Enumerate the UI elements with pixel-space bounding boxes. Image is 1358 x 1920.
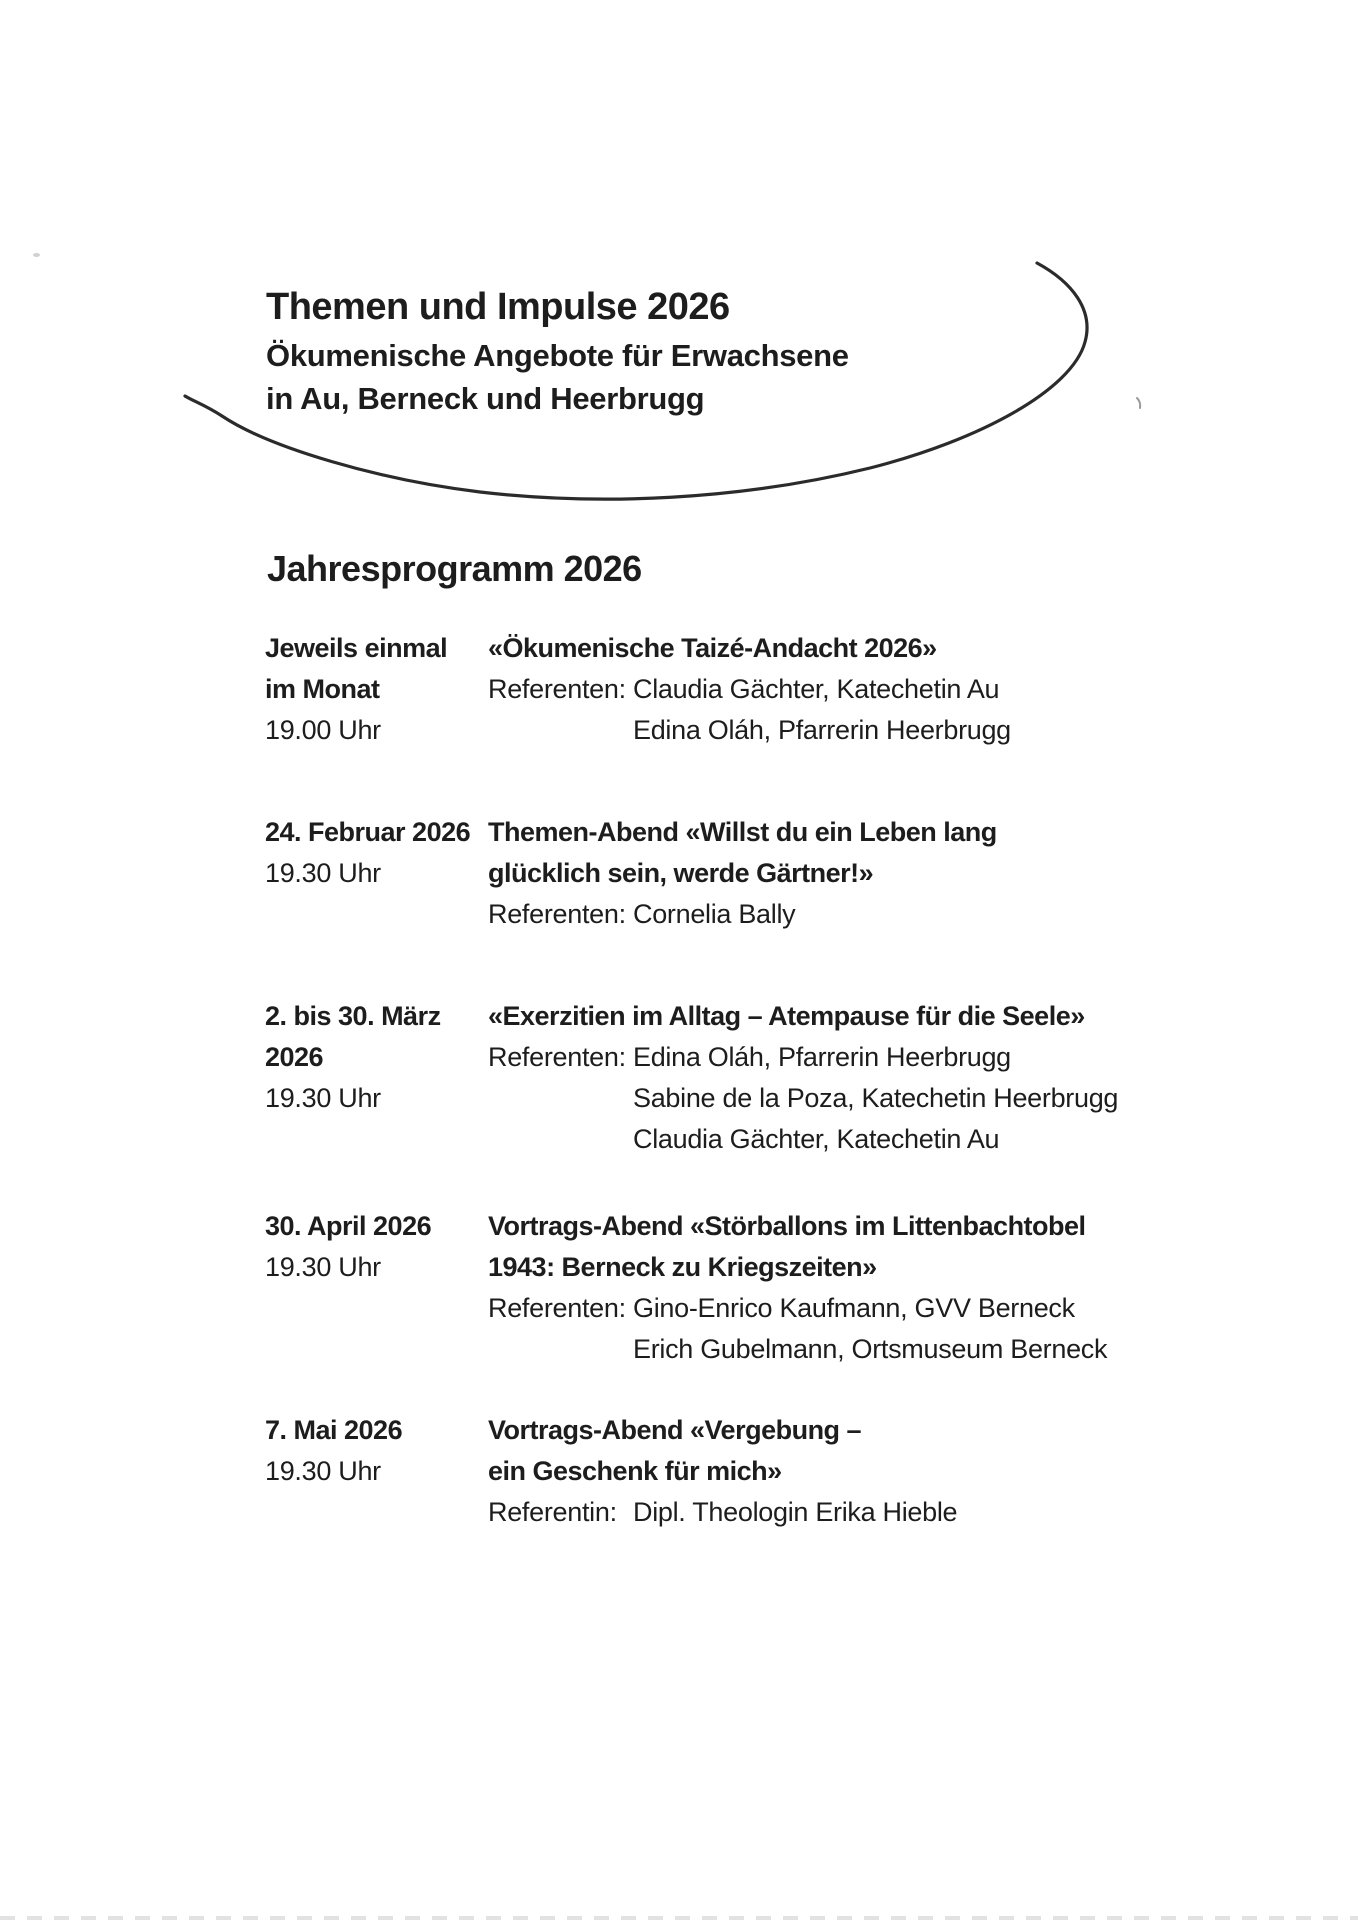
referent-label: Referenten: — [488, 674, 626, 704]
scan-bottom-edge — [0, 1916, 1358, 1920]
referent-label-spacer — [488, 1078, 633, 1119]
section-heading: Jahresprogramm 2026 — [267, 548, 642, 589]
referent-row — [488, 1492, 1248, 1533]
scan-artifact-dot — [33, 253, 40, 257]
referent-label: Referenten: — [488, 1293, 626, 1323]
referent-name: Cornelia Bally — [633, 899, 796, 929]
event-date: im Monat — [265, 674, 380, 704]
referent-row — [488, 1329, 1248, 1370]
event-date-col — [265, 628, 480, 751]
event-title: glücklich sein, werde Gärtner!» — [488, 858, 874, 888]
event-date: 30. April 2026 — [265, 1211, 432, 1241]
referent-row — [488, 1037, 1248, 1078]
event-date: 24. Februar 2026 — [265, 817, 471, 847]
page-subtitle-line-2: in Au, Berneck und Heerbrugg — [266, 381, 705, 416]
referent-row — [488, 894, 1248, 935]
event-details-col — [488, 1206, 1248, 1370]
event-date: 2. bis 30. März — [265, 1001, 441, 1031]
page-title: Themen und Impulse 2026 — [266, 286, 730, 328]
page-subtitle-line-1: Ökumenische Angebote für Erwachsene — [266, 338, 849, 373]
event-title: Vortrags-Abend «Störballons im Littenbachtobel — [488, 1211, 1086, 1241]
event-time: 19.30 Uhr — [265, 1083, 381, 1113]
event-date-col — [265, 1410, 480, 1492]
referent-name: Sabine de la Poza, Katechetin Heerbrugg — [633, 1083, 1119, 1113]
page-subtitle — [266, 334, 849, 420]
event-details-col — [488, 1410, 1248, 1533]
event-time: 19.30 Uhr — [265, 1252, 381, 1282]
event-date: Jeweils einmal — [265, 633, 448, 663]
event-time: 19.30 Uhr — [265, 858, 381, 888]
event-title: Themen-Abend «Willst du ein Leben lang — [488, 817, 997, 847]
event-date-col — [265, 996, 480, 1119]
event-details-col — [488, 812, 1248, 935]
event-date: 2026 — [265, 1042, 324, 1072]
referent-label-spacer — [488, 1329, 633, 1370]
event-details-col — [488, 628, 1248, 751]
event-date-col — [265, 812, 480, 894]
event-date-col — [265, 1206, 480, 1288]
referent-name: Erich Gubelmann, Ortsmuseum Berneck — [633, 1334, 1108, 1364]
event-title: Vortrags-Abend «Vergebung – — [488, 1415, 862, 1445]
referent-row — [488, 1119, 1248, 1160]
referent-label: Referenten: — [488, 899, 626, 929]
referent-row — [488, 710, 1248, 751]
event-title: «Ökumenische Taizé-Andacht 2026» — [488, 633, 937, 663]
referent-name: Edina Oláh, Pfarrerin Heerbrugg — [633, 715, 1011, 745]
referent-row — [488, 1288, 1248, 1329]
referent-label: Referenten: — [488, 1042, 626, 1072]
event-time: 19.30 Uhr — [265, 1456, 381, 1486]
referent-name: Dipl. Theologin Erika Hieble — [633, 1497, 958, 1527]
referent-row — [488, 1078, 1248, 1119]
event-title: ein Geschenk für mich» — [488, 1456, 782, 1486]
referent-label: Referentin: — [488, 1497, 617, 1527]
referent-label-spacer — [488, 710, 633, 751]
referent-label-spacer — [488, 1119, 633, 1160]
event-title: «Exerzitien im Alltag – Atempause für die Seele» — [488, 1001, 1085, 1031]
referent-row — [488, 669, 1248, 710]
event-time: 19.00 Uhr — [265, 715, 381, 745]
referent-name: Claudia Gächter, Katechetin Au — [633, 1124, 1000, 1154]
event-date: 7. Mai 2026 — [265, 1415, 403, 1445]
referent-name: Claudia Gächter, Katechetin Au — [633, 674, 1000, 704]
referent-name: Gino-Enrico Kaufmann, GVV Berneck — [633, 1293, 1075, 1323]
referent-name: Edina Oláh, Pfarrerin Heerbrugg — [633, 1042, 1011, 1072]
event-title: 1943: Berneck zu Kriegszeiten» — [488, 1252, 877, 1282]
event-details-col — [488, 996, 1248, 1160]
